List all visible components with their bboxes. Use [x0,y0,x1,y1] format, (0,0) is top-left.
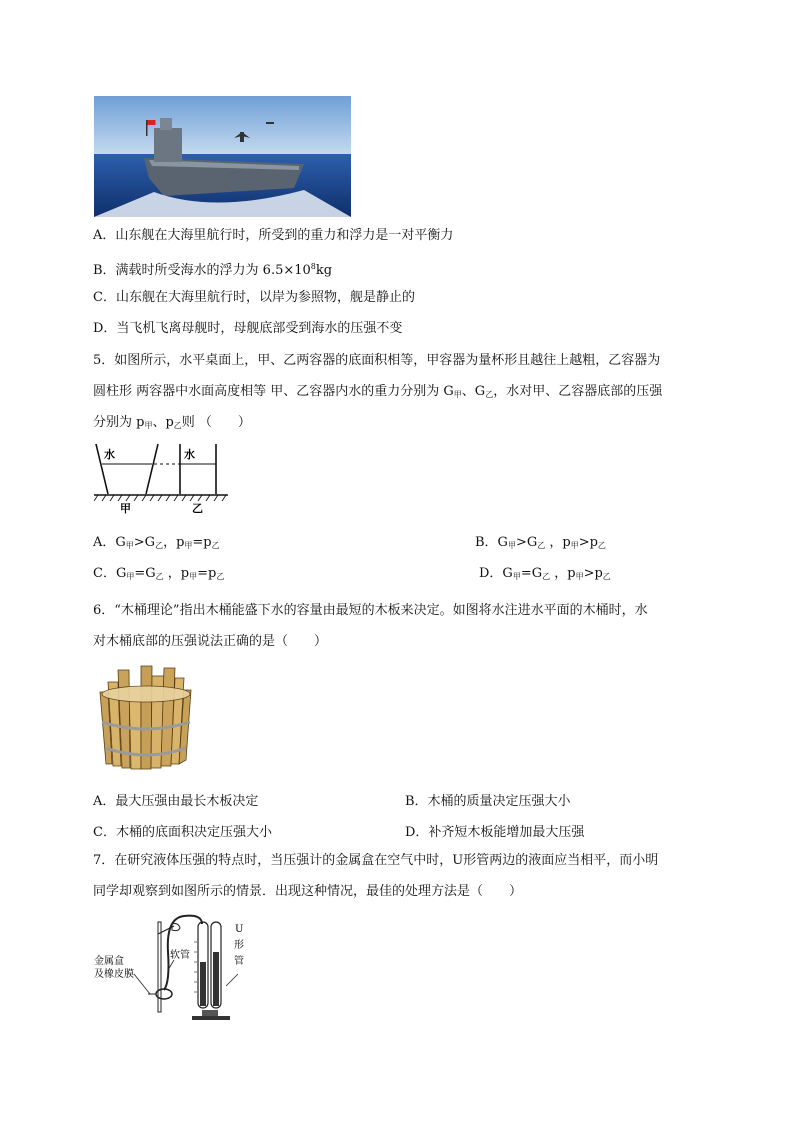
u-tube-label-1: U [235,924,244,935]
q6-text-line2: 对木桶底部的压强说法正确的是（ ） [93,634,328,649]
hose-label: 软管 [170,950,190,961]
q7-text-line1: 7．在研究液体压强的特点时，当压强计的金属盒在空气中时，U形管两边的液面应当相平，而小明 [93,853,659,868]
q6-option-c: C．木桶的底面积决定压强大小 [93,825,272,840]
q5-option-b: B．$G_甲>G_乙$ ，$p_甲>p_乙$ [475,535,606,550]
pressure-gauge-diagram [94,912,254,1024]
aircraft-carrier-photo [94,96,351,217]
q5-option-d: D．$G_甲=G_乙$ ，$p_甲>p_乙$ [479,566,611,581]
q6-option-a: A．最大压强由最长木板决定 [93,794,259,809]
q5-text-line1: 5．如图所示，水平桌面上，甲、乙两容器的底面积相等，甲容器为量杯形且越往上越粗，乙容器为 [93,353,661,368]
q6-text-line1: 6．“木桶理论”指出木桶能盛下水的容量由最短的木板来决定。如图将水注进水平面的木桶时，水 [93,603,648,618]
q4-option-d: D．当飞机飞离母舰时，母舰底部受到海水的压强不变 [93,321,403,336]
q5-text-line3: 分别为 $p_甲$、$p_乙$则 （ ） [93,415,251,430]
q6-option-b: B．木桶的质量决定压强大小 [405,794,571,809]
q5-text-line2: 圆柱形 两容器中水面高度相等 甲、乙容器内水的重力分别为 $G_甲$、$G_乙$，水对甲、乙容器底部的压强 [93,384,663,399]
q4-option-c: C．山东舰在大海里航行时，以岸为参照物，舰是静止的 [93,290,415,305]
q4-option-b: B．满载时所受海水的浮力为 $6.5\times 10^8kg$ [93,262,333,278]
u-tube-label-2: 形 [234,940,244,951]
q7-text-line2: 同学却观察到如图所示的情景．出现这种情况，最佳的处理方法是（ ） [93,884,523,899]
water-label-1: 水 [104,448,115,461]
q5-option-c: C．$G_甲=G_乙$ ，$p_甲=p_乙$ [93,566,225,581]
wooden-bucket-image [94,664,197,770]
metal-box-label-2: 及橡皮膜 [94,969,134,980]
q5-option-a: A．$G_甲>G_乙$，$p_甲=p_乙$ [93,535,220,550]
container-jia-label: 甲 [120,502,131,514]
q4-option-a: A．山东舰在大海里航行时，所受到的重力和浮力是一对平衡力 [93,228,454,243]
water-label-2: 水 [184,448,195,461]
metal-box-label-1: 金属盒 [94,956,124,967]
q6-option-d: D．补齐短木板能增加最大压强 [405,825,585,840]
u-tube-label-3: 管 [234,956,244,967]
container-yi-label: 乙 [192,502,203,514]
two-containers-diagram [94,442,228,514]
